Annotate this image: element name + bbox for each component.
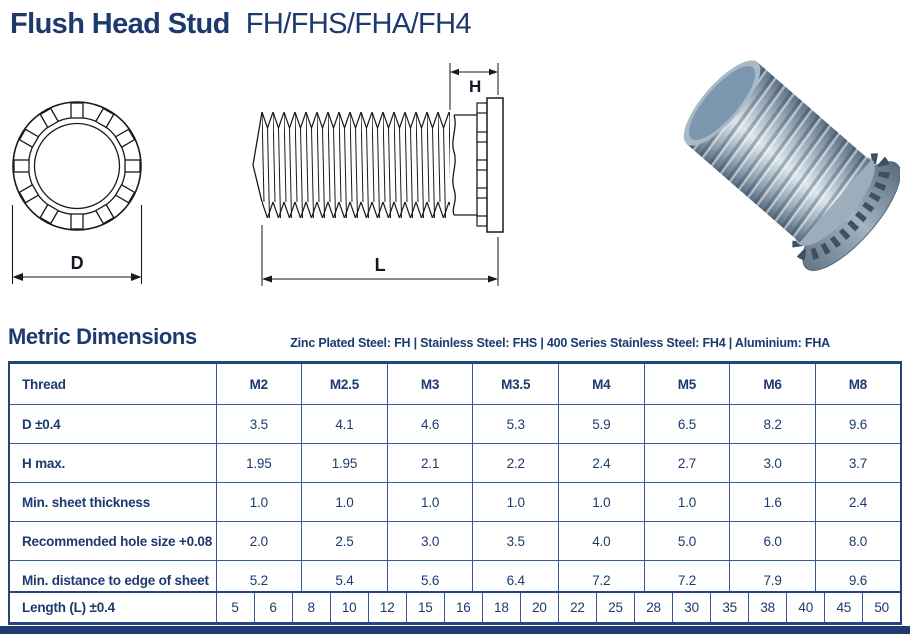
metric-cell: 6.0 xyxy=(730,522,816,561)
length-cell: 40 xyxy=(787,592,825,624)
metric-cell: 3.0 xyxy=(387,522,473,561)
metric-cell: 5.6 xyxy=(387,561,473,601)
materials-note: Zinc Plated Steel: FH | Stainless Steel: FHS | 400 Series Stainless Steel: FH4 | Aluminium: FHA xyxy=(290,336,830,350)
metric-cell: 5.4 xyxy=(302,561,388,601)
length-cell: 5 xyxy=(216,592,254,624)
table-row xyxy=(9,444,901,483)
length-cell: 30 xyxy=(673,592,711,624)
row-label: H max. xyxy=(9,444,216,483)
col-header: M4 xyxy=(559,363,645,405)
dimension-label-l: L xyxy=(374,255,386,275)
knurl-teeth xyxy=(477,103,487,226)
length-cell: 35 xyxy=(711,592,749,624)
metric-cell: 6.4 xyxy=(473,561,559,601)
col-header: M3 xyxy=(387,363,473,405)
metric-cell: 1.6 xyxy=(730,483,816,522)
metric-cell: 5.0 xyxy=(644,522,730,561)
metric-cell: 2.2 xyxy=(473,444,559,483)
metric-cell: 6.5 xyxy=(644,405,730,444)
metric-cell: 4.1 xyxy=(302,405,388,444)
length-cell: 8 xyxy=(292,592,330,624)
col-header: M8 xyxy=(815,363,901,405)
product-name: Flush Head Stud xyxy=(10,8,230,40)
table-row xyxy=(9,522,901,561)
row-label: Recommended hole size +0.08 xyxy=(9,522,216,561)
thread-body xyxy=(262,112,450,218)
product-photo-3d xyxy=(655,40,900,295)
length-cell: 50 xyxy=(863,592,901,624)
metric-cell: 3.5 xyxy=(216,405,302,444)
length-cell: 45 xyxy=(825,592,863,624)
length-cell: 25 xyxy=(596,592,634,624)
metric-cell: 1.95 xyxy=(216,444,302,483)
metric-cell: 8.0 xyxy=(815,522,901,561)
table-row xyxy=(9,483,901,522)
metric-cell: 2.5 xyxy=(302,522,388,561)
thread-runout xyxy=(253,112,262,202)
length-cell: 28 xyxy=(635,592,673,624)
metric-cell: 1.0 xyxy=(644,483,730,522)
metric-cell: 2.0 xyxy=(216,522,302,561)
length-cell: 10 xyxy=(330,592,368,624)
metric-cell: 4.0 xyxy=(559,522,645,561)
section-heading: Metric Dimensions xyxy=(8,324,197,349)
col-header: M5 xyxy=(644,363,730,405)
front-view-drawing xyxy=(0,55,180,300)
length-cell: 6 xyxy=(254,592,292,624)
metric-cell: 1.0 xyxy=(473,483,559,522)
metric-cell: 9.6 xyxy=(815,561,901,601)
product-codes: FH/FHS/FHA/FH4 xyxy=(245,8,472,40)
metric-cell: 2.7 xyxy=(644,444,730,483)
col-header: M6 xyxy=(730,363,816,405)
length-cell: 15 xyxy=(406,592,444,624)
head-collar xyxy=(453,113,477,217)
metric-cell: 1.0 xyxy=(216,483,302,522)
row-label: D ±0.4 xyxy=(9,405,216,444)
footer-accent-bar xyxy=(0,626,910,634)
metric-cell: 9.6 xyxy=(815,405,901,444)
col-header: M2 xyxy=(216,363,302,405)
page-title xyxy=(10,8,471,41)
row-label: Length (L) ±0.4 xyxy=(9,592,216,624)
metric-cell: 8.2 xyxy=(730,405,816,444)
length-cell: 18 xyxy=(482,592,520,624)
length-cell: 38 xyxy=(749,592,787,624)
metric-cell: 1.0 xyxy=(559,483,645,522)
row-label: Min. distance to edge of sheet xyxy=(9,561,216,601)
col-header: M2.5 xyxy=(302,363,388,405)
length-cell: 12 xyxy=(368,592,406,624)
head-plate xyxy=(487,98,503,232)
header-thread: Thread xyxy=(9,363,216,405)
table-header-row xyxy=(9,363,901,405)
length-cell: 22 xyxy=(558,592,596,624)
side-view-drawing xyxy=(240,55,520,300)
table-row xyxy=(9,405,901,444)
col-header: M3.5 xyxy=(473,363,559,405)
length-table xyxy=(8,591,902,625)
metric-cell: 5.9 xyxy=(559,405,645,444)
metric-cell: 7.9 xyxy=(730,561,816,601)
length-cell: 16 xyxy=(444,592,482,624)
metric-dimensions-table xyxy=(8,361,902,602)
dimension-label-d: D xyxy=(70,253,84,273)
metric-cell: 2.4 xyxy=(559,444,645,483)
metric-cell: 3.0 xyxy=(730,444,816,483)
metric-cell: 2.4 xyxy=(815,483,901,522)
metric-cell: 5.2 xyxy=(216,561,302,601)
metric-cell: 3.5 xyxy=(473,522,559,561)
metric-cell: 1.0 xyxy=(387,483,473,522)
row-label: Min. sheet thickness xyxy=(9,483,216,522)
metric-cell: 5.3 xyxy=(473,405,559,444)
metric-cell: 3.7 xyxy=(815,444,901,483)
metric-cell: 7.2 xyxy=(644,561,730,601)
metric-cell: 2.1 xyxy=(387,444,473,483)
length-cell: 20 xyxy=(520,592,558,624)
metric-cell: 7.2 xyxy=(559,561,645,601)
length-row xyxy=(9,592,901,624)
metric-cell: 1.0 xyxy=(302,483,388,522)
dimension-label-h: H xyxy=(468,77,482,96)
metric-cell: 4.6 xyxy=(387,405,473,444)
metric-cell: 1.95 xyxy=(302,444,388,483)
